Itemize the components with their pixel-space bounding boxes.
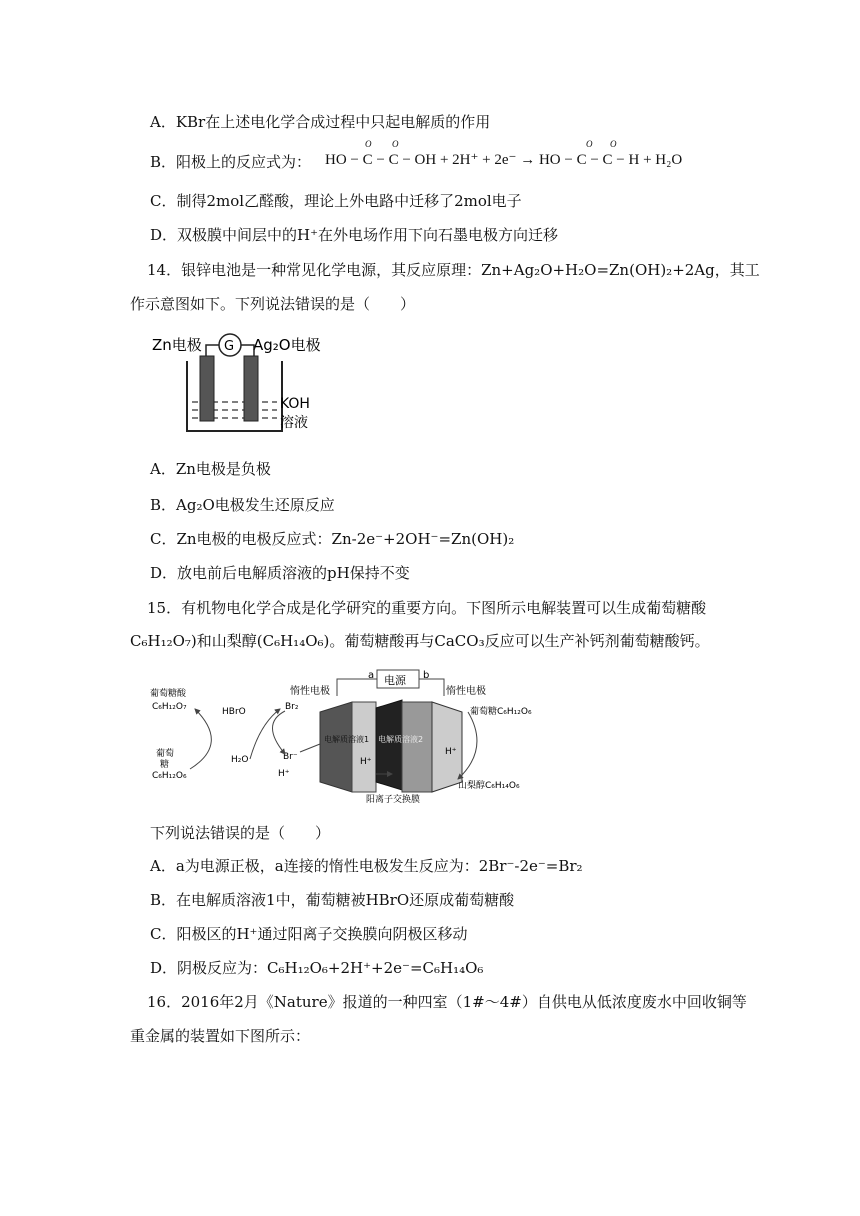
wire-b (419, 679, 444, 696)
q13-option-b-label: B．阳极上的反应式为： (150, 153, 312, 171)
br-minus-label: Br⁻ (283, 752, 298, 762)
gluconic-acid-label: 葡萄糖酸 (150, 689, 187, 699)
silver-zinc-battery-diagram (150, 328, 330, 438)
terminal-b: b (423, 670, 430, 681)
br2-cycle-arrow (273, 711, 286, 754)
glucose-right-label: 葡萄糖C₆H₁₂O₆ (470, 707, 532, 717)
q15-question: 下列说法错误的是（ ） (150, 824, 331, 842)
q15-stem-line1: 15．有机物电化学合成是化学研究的重要方向。下图所示电解装置可以生成葡萄糖酸 (147, 599, 707, 617)
q14-option-a: A．Zn电极是负极 (150, 460, 271, 478)
cation-exchange-membrane (376, 700, 402, 790)
electrolysis-device-diagram (140, 664, 560, 804)
hbro-label: HBrO (222, 707, 246, 717)
carbonyl-o-3: O (586, 139, 593, 149)
h2o-label: H₂O (231, 755, 249, 765)
carbonyl-o-2: O (392, 139, 399, 149)
inert-electrode-right-label: 惰性电极 (446, 686, 486, 697)
q14-option-c: C．Zn电极的电极反应式：Zn-2e⁻+2OH⁻=Zn(OH)₂ (150, 530, 515, 548)
q13-option-a: A．KBr在上述电化学合成过程中只起电解质的作用 (150, 113, 491, 131)
membrane-label: 阳离子交换膜 (366, 795, 421, 804)
koh-label: KOH (280, 396, 310, 412)
electrolyte-2-label: 电解质溶液2 (378, 735, 424, 744)
glucose-left-label: 葡萄 (156, 749, 175, 759)
q14-option-b: B．Ag₂O电极发生还原反应 (150, 496, 335, 514)
zn-electrode-label: Zn电极 (152, 336, 202, 354)
power-label: 电源 (384, 674, 406, 687)
q14-option-d: D．放电前后电解质溶液的pH保持不变 (150, 564, 410, 582)
q16-stem-line2: 重金属的装置如下图所示： (130, 1027, 311, 1045)
h-plus-right: H⁺ (445, 747, 457, 757)
electrolyte-1-label: 电解质溶液1 (324, 735, 370, 744)
q13-option-b-formula (325, 139, 683, 169)
glucose-to-gluconic-arrow (190, 709, 211, 769)
ag2o-electrode (244, 356, 258, 421)
h-plus-middle: H⁺ (360, 757, 372, 767)
br2-label: Br₂ (285, 702, 299, 712)
q16-stem-line1: 16．2016年2月《Nature》报道的一种四室（1#～4#）自供电从低浓度废水中回收铜等 (147, 993, 747, 1011)
q13-option-d: D．双极膜中间层中的H⁺在外电场作用下向石墨电极方向迁移 (150, 226, 559, 244)
reaction-equation: HO − C − C − OH + 2H⁺ + 2e⁻ → HO − C − C − H + H₂O (325, 152, 683, 168)
q14-stem-line2: 作示意图如下。下列说法错误的是（ ） (130, 295, 416, 313)
terminal-a: a (368, 670, 375, 681)
electrolyte-2-chamber (402, 702, 432, 792)
galvanometer-label: G (224, 339, 235, 354)
q15-option-d: D．阴极反应为：C₆H₁₂O₆+2H⁺+2e⁻=C₆H₁₄O₆ (150, 959, 484, 977)
glucose-left-formula: C₆H₁₂O₆ (152, 771, 187, 781)
carbonyl-o-4: O (610, 139, 617, 149)
q15-stem-line2: C₆H₁₂O₇)和山梨醇(C₆H₁₄O₆)。葡萄糖酸再与CaCO₃反应可以生产补钙剂葡萄糖酸钙。 (130, 632, 710, 650)
gluconic-acid-formula: C₆H₁₂O₇ (152, 702, 187, 712)
q14-stem-line1: 14．银锌电池是一种常见化学电源，其反应原理：Zn+Ag₂O+H₂O=Zn(OH)₂+2Ag，其工 (147, 261, 760, 279)
q15-option-c: C．阳极区的H⁺通过阳离子交换膜向阴极区移动 (150, 925, 468, 943)
electrolyte-1-chamber (352, 702, 376, 792)
ag2o-electrode-label: Ag₂O电极 (253, 336, 321, 354)
solution-label: 溶液 (280, 415, 308, 431)
glucose-left-label-2: 糖 (160, 760, 170, 770)
wire-a (337, 679, 377, 696)
carbonyl-o-1: O (365, 139, 372, 149)
sorbitol-label: 山梨醇C₆H₁₄O₆ (458, 781, 520, 791)
zn-electrode (200, 356, 214, 421)
left-inert-electrode (320, 702, 352, 792)
inert-electrode-left-label: 惰性电极 (290, 686, 330, 697)
h-plus-left: H⁺ (278, 769, 290, 779)
q15-option-a: A．a为电源正极，a连接的惰性电极发生反应为：2Br⁻-2e⁻=Br₂ (150, 857, 583, 875)
hbro-cycle-arrow (250, 709, 280, 759)
q15-option-b: B．在电解质溶液1中，葡萄糖被HBrO还原成葡萄糖酸 (150, 891, 515, 909)
br-to-electrode-line (300, 744, 320, 752)
q13-option-c: C．制得2mol乙醛酸，理论上外电路中迁移了2mol电子 (150, 192, 522, 210)
